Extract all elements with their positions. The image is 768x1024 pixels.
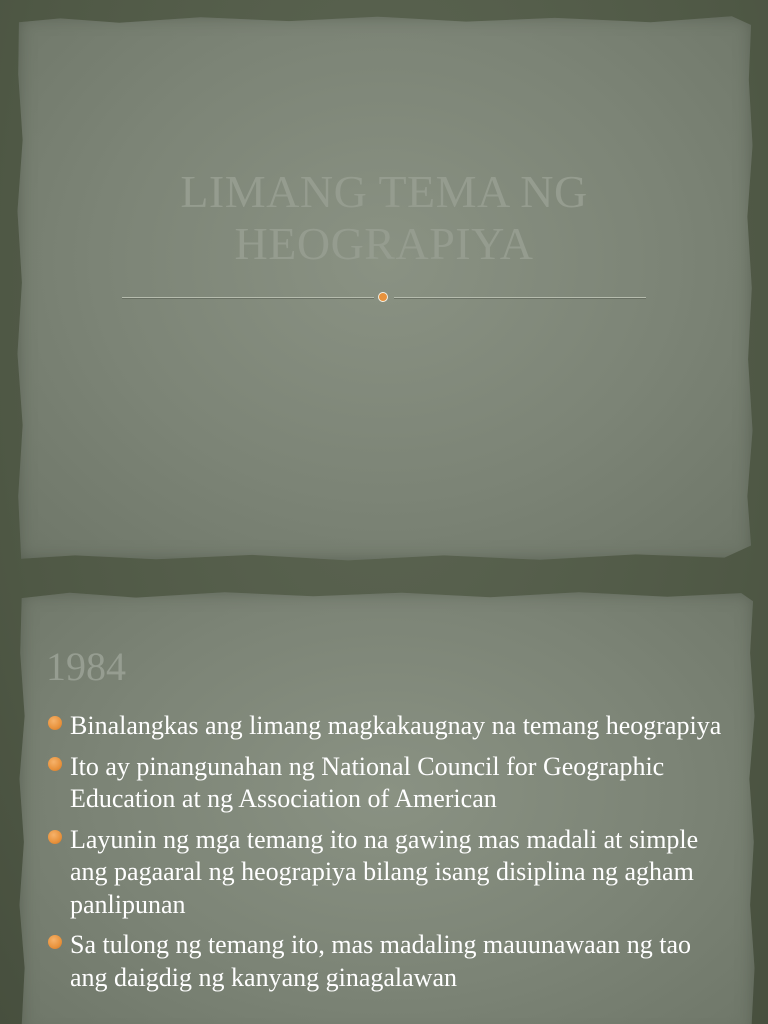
bullet-text: Layunin ng mga temang ito na gawing mas madali at simple ang pagaaral ng heograpiya bilang isang disiplina ng agham panlipunan — [70, 824, 699, 919]
bullet-item — [44, 824, 724, 922]
bullet-dot-icon — [48, 757, 62, 771]
bullet-item — [44, 929, 724, 994]
bullet-list — [44, 710, 724, 1002]
bullet-dot-icon — [48, 935, 62, 949]
bullet-item — [44, 751, 724, 816]
slide-title-line-1: LIMANG TEMA NG — [180, 166, 588, 217]
bullet-dot-icon — [48, 830, 62, 844]
slide-2-heading: 1984 — [46, 644, 126, 689]
title-divider-right — [394, 297, 646, 298]
bullet-dot-icon — [48, 716, 62, 730]
title-divider-left — [122, 297, 374, 298]
bullet-text: Sa tulong ng temang ito, mas madaling mauunawaan ng tao ang daigdig ng kanyang ginagalawan — [70, 930, 691, 992]
title-divider-dot-icon — [379, 293, 387, 301]
slide-1-background — [16, 14, 754, 562]
bullet-text: Binalangkas ang limang magkakaugnay na temang heograpiya — [70, 711, 722, 740]
bullet-text: Ito ay pinangunahan ng National Council for Geographic Education at ng Association of American — [70, 751, 665, 813]
slide-title — [0, 166, 768, 270]
bullet-item — [44, 710, 724, 743]
slide-title-line-2: HEOGRAPIYA — [234, 218, 534, 269]
